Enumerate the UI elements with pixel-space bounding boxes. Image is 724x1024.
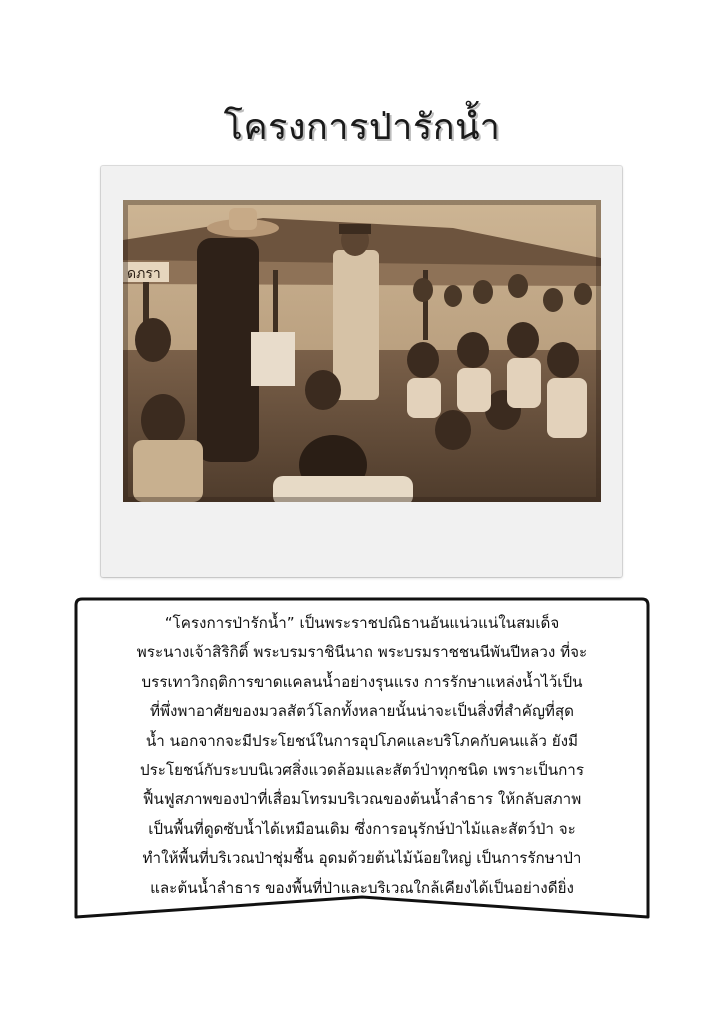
caption-line: ฟื้นฟูสภาพของป่าที่เสื่อมโทรมบริเวณของต้นน้ำลำธาร ให้กลับสภาพ xyxy=(142,790,582,809)
page-title: โครงการป่ารักน้ำ xyxy=(223,107,501,149)
photo-frame xyxy=(101,166,622,577)
caption-line: เป็นพื้นที่ดูดซับน้ำได้เหมือนเดิม ซึ่งการอนุรักษ์ป่าไม้และสัตว์ป่า จะ xyxy=(148,819,576,838)
historical-photo xyxy=(123,200,601,502)
caption-line: พระนางเจ้าสิริกิติ์ พระบรมราชินีนาถ พระบรมราชชนนีพันปีหลวง ที่จะ xyxy=(136,643,588,662)
caption-box xyxy=(74,597,650,923)
caption-line: “โครงการป่ารักน้ำ” เป็นพระราชปณิธานอันแน่วแน่ในสมเด็จ xyxy=(164,614,560,632)
caption-line: น้ำ นอกจากจะมีประโยชน์ในการอุปโภคและบริโภคกับคนแล้ว ยังมี xyxy=(145,731,579,750)
caption-line: ที่พึ่งพาอาศัยของมวลสัตว์โลกทั้งหลายนั้นน่าจะเป็นสิ่งที่สำคัญที่สุด xyxy=(149,702,575,721)
caption-line: ประโยชน์กับระบบนิเวศสิ่งแวดล้อมและสัตว์ป่าทุกชนิด เพราะเป็นการ xyxy=(140,761,584,780)
caption-line: และต้นน้ำลำธาร ของพื้นที่ป่าและบริเวณใกล้เคียงได้เป็นอย่างดียิ่ง xyxy=(150,878,574,897)
caption-line: บรรเทาวิกฤติการขาดแคลนน้ำอย่างรุนแรง การรักษาแหล่งน้ำไว้เป็น xyxy=(141,672,583,691)
sign-text: ดภรา xyxy=(127,266,161,282)
photo-illustration xyxy=(123,200,601,502)
caption-line: ทำให้พื้นที่บริเวณป่าชุ่มชื้น อุดมด้วยต้นไม้น้อยใหญ่ เป็นการรักษาป่า xyxy=(142,849,582,868)
caption-text xyxy=(96,609,628,903)
